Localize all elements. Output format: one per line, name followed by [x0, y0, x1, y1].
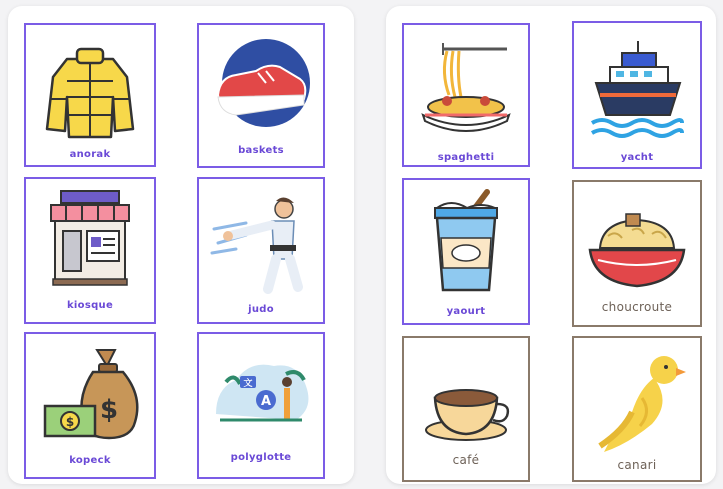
card-label: judo [248, 304, 274, 315]
card-label: café [452, 453, 480, 467]
card-label: anorak [69, 149, 111, 160]
card-label: polyglotte [230, 452, 292, 463]
card-kiosque[interactable] [24, 177, 156, 324]
card-yaourt[interactable] [402, 178, 530, 325]
card-label: kiosque [66, 300, 114, 311]
coffee-cup-icon [411, 368, 521, 458]
card-label: yacht [620, 152, 654, 163]
money-bag-icon [35, 342, 145, 452]
card-label: kopeck [69, 455, 111, 466]
svg-text:A: A [260, 394, 272, 409]
jacket-icon [35, 37, 145, 142]
svg-text:$: $ [65, 415, 75, 429]
spaghetti-icon [411, 33, 521, 143]
card-label: canari [617, 458, 657, 472]
svg-text:文: 文 [243, 379, 253, 389]
card-yacht[interactable] [572, 21, 702, 169]
card-label: spaghetti [437, 152, 495, 163]
sauerkraut-icon [582, 200, 692, 300]
card-label: choucroute [601, 300, 673, 314]
card-spaghetti[interactable] [402, 23, 530, 167]
card-polyglotte[interactable] [197, 332, 325, 479]
card-label: yaourt [446, 306, 486, 317]
card-label: baskets [238, 145, 284, 156]
canary-icon [582, 348, 692, 458]
card-kopeck[interactable] [24, 332, 156, 479]
sneaker-icon [206, 33, 316, 138]
card-cafe[interactable] [402, 336, 530, 482]
yogurt-icon [411, 186, 521, 298]
judo-icon [206, 189, 316, 299]
card-choucroute[interactable] [572, 180, 702, 327]
kiosk-icon [35, 185, 145, 293]
svg-text:$: $ [99, 395, 119, 425]
card-judo[interactable] [197, 177, 325, 324]
yacht-icon [582, 33, 692, 145]
card-canari[interactable] [572, 336, 702, 482]
card-anorak[interactable] [24, 23, 156, 167]
card-baskets[interactable] [197, 23, 325, 168]
polyglot-icon [206, 344, 316, 444]
